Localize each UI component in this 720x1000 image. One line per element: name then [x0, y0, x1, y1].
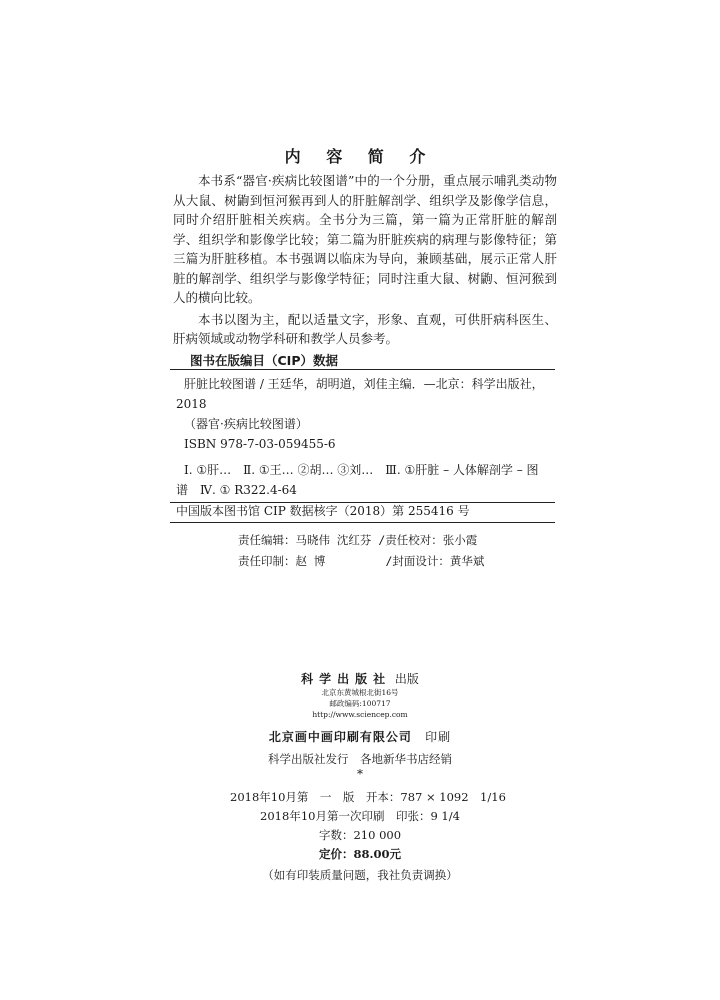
credits-print-manager: 责任印制：赵 博 [238, 554, 326, 568]
printer-name: 北京画中画印刷有限公司 [268, 730, 412, 744]
printer-line [240, 728, 480, 745]
intro-body [173, 171, 557, 351]
cip-isbn-line: ISBN 978-7-03-059455-6 [184, 437, 336, 451]
cip-classification-line-2: 谱 Ⅳ. ① R322.4-64 [176, 483, 297, 497]
quality-note: （如有印装质量问题，我社负责调换） [262, 868, 458, 882]
cip-heading: 图书在版编目（CIP）数据 [190, 353, 338, 368]
publisher-block [240, 670, 480, 781]
publisher-postcode: 邮政编码:100717 [329, 699, 391, 708]
credits-block [238, 530, 484, 572]
credits-cover-designer: /封面设计：黄华斌 [385, 554, 485, 568]
publisher-url: http://www.sciencep.com [312, 710, 408, 719]
word-count: 字数：210 000 [318, 828, 402, 842]
cip-year-line: 2018 [176, 397, 207, 411]
cip-classification-line: Ⅰ. ①肝… Ⅱ. ①王… ②胡… ③刘… Ⅲ. ①肝脏 – 人体解剖学 – 图 [184, 463, 539, 477]
publisher-line [240, 670, 480, 687]
separator-star: * [357, 767, 363, 781]
printing-line: 2018年10月第一次印刷 印张：9 1/4 [260, 809, 460, 823]
printer-suffix: 印刷 [425, 730, 452, 744]
cip-data-block [170, 369, 555, 503]
edition-line: 2018年10月第 一 版 开本：787 × 1092 1/16 [230, 790, 506, 804]
distribution-line: 科学出版社发行 各地新华书店经销 [268, 752, 452, 766]
cip-title-line: 肝脏比较图谱 / 王廷华，胡明道，刘佳主编．—北京：科学出版社， [184, 377, 544, 391]
cip-number: 中国版本图书馆 CIP 数据核字（2018）第 255416 号 [176, 504, 470, 518]
intro-paragraph: 本书系“器官·疾病比较图谱”中的一个分册，重点展示哺乳类动物从大鼠、树鼩到恒河猴再到人的肝脏解剖学、组织学及影像学信息，同时介绍肝脏相关疾病。全书分为三篇，第一篇为正常肝脏的解剖学、组织学和影像学比较；第二篇为肝脏疾病的病理与影像特征；第三篇为肝脏移植。本书强调以临床为导向，兼顾基础，展示正常人肝脏的解剖学、组织学与影像学特征；同时注重大鼠、树鼩、恒河猴到人的横向比较。 [173, 173, 557, 305]
intro-paragraph: 本书以图为主，配以适量文字，形象、直观，可供肝病科医生、肝病领域或动物学科研和教学人员参考。 [173, 311, 557, 346]
intro-title: 内 容 简 介 [284, 147, 436, 166]
credits-print-row [238, 551, 484, 572]
publisher-suffix: 出版 [394, 672, 419, 686]
divider [170, 522, 555, 523]
publisher-address: 北京东黄城根北街16号 [321, 688, 399, 697]
credits-editor: 责任编辑：马晓伟 沈红芬 /责任校对：张小霞 [238, 533, 478, 547]
price: 定价：88.00元 [318, 847, 401, 861]
publisher-name: 科学出版社 [301, 672, 392, 686]
specs-block [230, 788, 506, 885]
cip-series-line: （器官·疾病比较图谱） [184, 417, 308, 431]
